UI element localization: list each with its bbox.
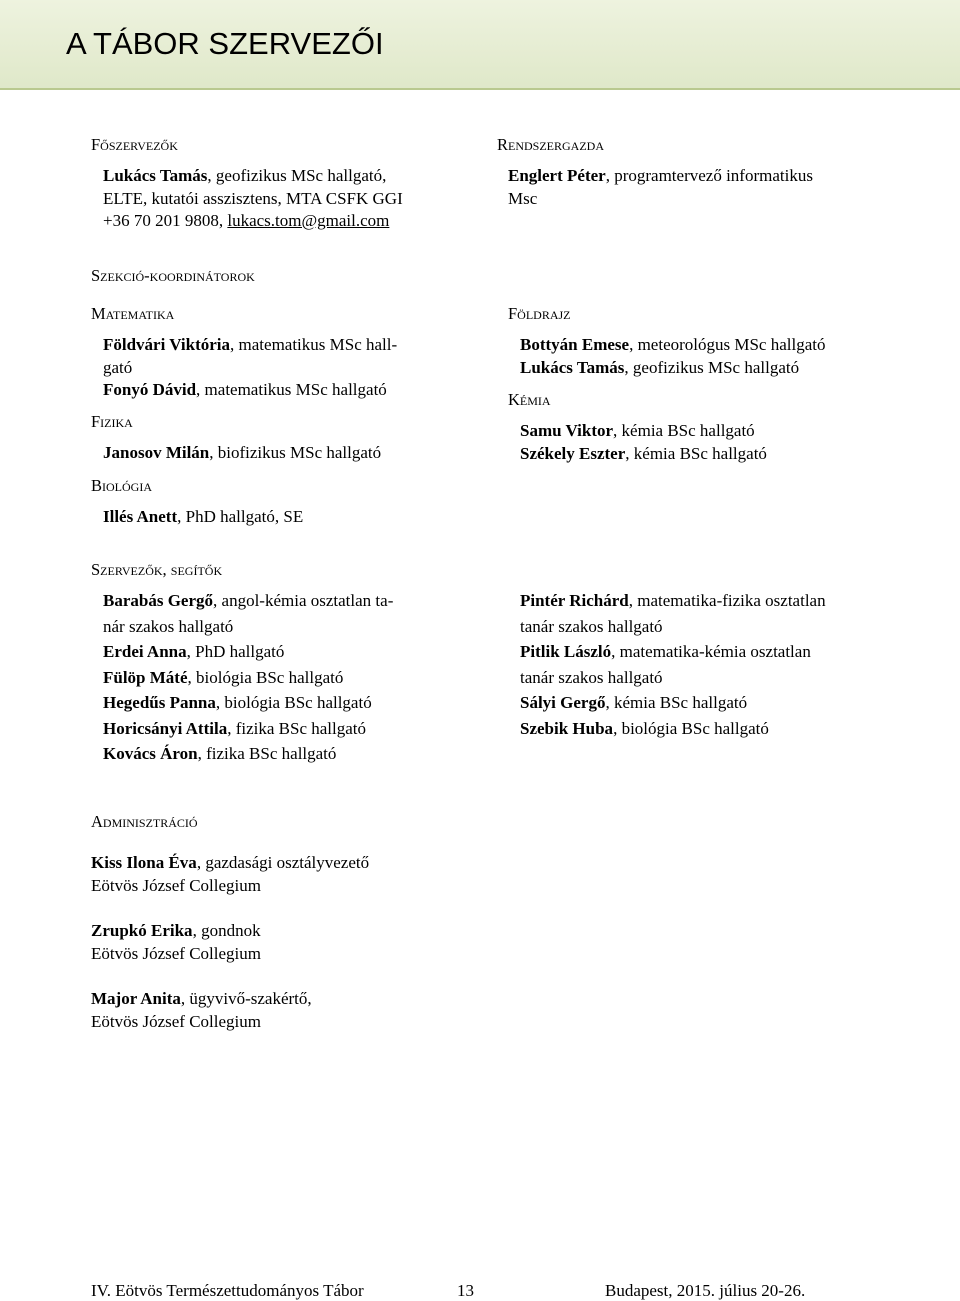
- person-name: Samu Viktor: [520, 421, 614, 440]
- person-name: Lukács Tamás: [103, 166, 208, 185]
- person-name: Székely Eszter: [520, 443, 626, 463]
- chemistry-heading: Kémia: [508, 390, 551, 409]
- person-name: Pintér Richárd: [520, 591, 629, 610]
- person-role: , gondnok: [192, 921, 261, 940]
- person-name: Janosov Milán: [103, 443, 210, 462]
- entry-line: [103, 665, 393, 691]
- entry-line: [103, 690, 393, 716]
- person-role: , PhD hallgató, SE: [177, 507, 304, 526]
- person-name: Bottyán Emese: [520, 335, 630, 354]
- person-role: , matematika-fizika osztatlan: [628, 591, 826, 610]
- person-name: Fonyó Dávid: [103, 380, 197, 399]
- person-role: , angol-kémia osztatlan ta-: [213, 591, 394, 610]
- person-role: , matematika-kémia osztatlan: [611, 642, 811, 661]
- person-name: Erdei Anna: [103, 642, 187, 661]
- math-heading: Matematika: [91, 304, 175, 323]
- person-name: Hegedűs Panna: [103, 693, 216, 712]
- geography-heading: Földrajz: [508, 304, 571, 323]
- person-role: , meteorológus MSc hallgató: [629, 335, 826, 354]
- entry-line: [520, 588, 826, 614]
- section-coordinators-heading: Szekció-koordinátorok: [91, 266, 255, 285]
- geography-entries: [520, 334, 826, 379]
- person-role: , PhD hallgató: [186, 642, 285, 661]
- organization-line: Eötvös József Collegium: [91, 1011, 261, 1031]
- entry-line: [103, 716, 393, 742]
- entry-line: [520, 420, 767, 443]
- person-role: , biológia BSc hallgató: [613, 718, 769, 738]
- email-link[interactable]: lukacs.tom@gmail.com: [227, 211, 390, 230]
- person-role: , fizika BSc hallgató: [227, 718, 367, 738]
- admin-entry-1: [91, 852, 369, 897]
- entry-line: [91, 988, 312, 1011]
- phone-number: +36 70 201 9808,: [103, 211, 228, 230]
- person-role: , ügyvivő-szakértő,: [180, 989, 312, 1008]
- person-name: Illés Anett: [103, 507, 178, 526]
- person-name: Földvári Viktória: [103, 335, 231, 354]
- biology-heading: Biológia: [91, 476, 152, 495]
- main-organizers-entries: [103, 165, 403, 233]
- sysadmin-heading: Rendszergazda: [497, 135, 604, 154]
- footer-event-name: IV. Eötvös Természettudományos Tábor: [91, 1281, 364, 1300]
- entry-line: [103, 506, 303, 529]
- person-name: Major Anita: [91, 989, 181, 1008]
- sysadmin-entries: [508, 165, 813, 210]
- person-role: , kémia BSc hallgató: [605, 693, 748, 712]
- entry-continuation: tanár szakos hallgató: [520, 616, 663, 636]
- person-name: Szebik Huba: [520, 718, 614, 738]
- person-role: , gazdasági osztályvezető: [196, 853, 370, 872]
- main-organizers-section: [91, 135, 178, 155]
- entry-continuation: tanár szakos hallgató: [520, 667, 663, 687]
- person-role: , fizika BSc hallgató: [197, 744, 337, 763]
- person-role: , kémia BSc hallgató: [625, 443, 767, 463]
- entry-line: [520, 357, 826, 380]
- entry-continuation: gató: [103, 357, 133, 377]
- entry-line: [103, 442, 381, 465]
- footer-page-number: 13: [457, 1281, 474, 1300]
- admin-entry-2: [91, 920, 261, 965]
- admin-entry-3: [91, 988, 312, 1033]
- person-name: Barabás Gergő: [103, 591, 214, 610]
- entry-line: [520, 716, 826, 742]
- entry-line: [103, 379, 397, 402]
- helpers-heading: Szervezők, segítők: [91, 560, 223, 579]
- entry-line: [103, 334, 397, 357]
- page-title: A TÁBOR SZERVEZŐI: [66, 26, 384, 61]
- footer-place-date: Budapest, 2015. július 20-26.: [605, 1281, 806, 1300]
- chemistry-entries: [520, 420, 767, 465]
- person-name: Lukács Tamás: [520, 357, 625, 377]
- biology-entries: [103, 506, 303, 529]
- person-name: Englert Péter: [508, 166, 606, 185]
- organization-line: Eötvös József Collegium: [91, 875, 261, 895]
- entry-line: [91, 852, 369, 875]
- administration-heading: Adminisztráció: [91, 812, 198, 831]
- person-role: , matematikus MSc hall-: [230, 335, 398, 354]
- person-role: , biológia BSc hallgató: [215, 693, 372, 712]
- person-role: , matematikus MSc hallgató: [196, 380, 387, 399]
- person-name: Sályi Gergő: [520, 693, 606, 712]
- person-name: Fülöp Máté: [103, 667, 188, 687]
- person-name: Horicsányi Attila: [103, 718, 228, 738]
- person-role: , geofizikus MSc hallgató,: [207, 166, 387, 185]
- person-role: , geofizikus MSc hallgató: [624, 357, 800, 377]
- person-name: Zrupkó Erika: [91, 921, 193, 940]
- person-name: Pitlik László: [520, 642, 612, 661]
- entry-line: [520, 690, 826, 716]
- person-name: Kovács Áron: [103, 744, 198, 763]
- entry-line: [520, 334, 826, 357]
- entry-line: [508, 165, 813, 188]
- person-role: , biológia BSc hallgató: [187, 667, 344, 687]
- math-entries: [103, 334, 397, 402]
- physics-heading: Fizika: [91, 412, 133, 431]
- helpers-right-column: [520, 588, 826, 741]
- entry-line: [103, 639, 393, 665]
- person-role: , kémia BSc hallgató: [613, 421, 755, 440]
- entry-line: [103, 588, 393, 614]
- contact-line: [103, 210, 403, 233]
- sysadmin-section: [497, 135, 604, 155]
- person-role: , biofizikus MSc hallgató: [209, 443, 382, 462]
- entry-line: [103, 741, 393, 767]
- person-role: , programtervező informatikus: [605, 166, 813, 185]
- entry-line: [91, 920, 261, 943]
- entry-line: [520, 639, 826, 665]
- entry-continuation: Msc: [508, 188, 538, 208]
- main-organizers-heading: Főszervezők: [91, 135, 178, 154]
- organization-line: Eötvös József Collegium: [91, 943, 261, 963]
- physics-entries: [103, 442, 381, 465]
- entry-line: [520, 443, 767, 466]
- affiliation-line: ELTE, kutatói asszisztens, MTA CSFK GGI: [103, 188, 403, 208]
- entry-continuation: nár szakos hallgató: [103, 616, 234, 636]
- person-name: Kiss Ilona Éva: [91, 853, 197, 872]
- helpers-left-column: [103, 588, 393, 767]
- entry-line: [103, 165, 403, 188]
